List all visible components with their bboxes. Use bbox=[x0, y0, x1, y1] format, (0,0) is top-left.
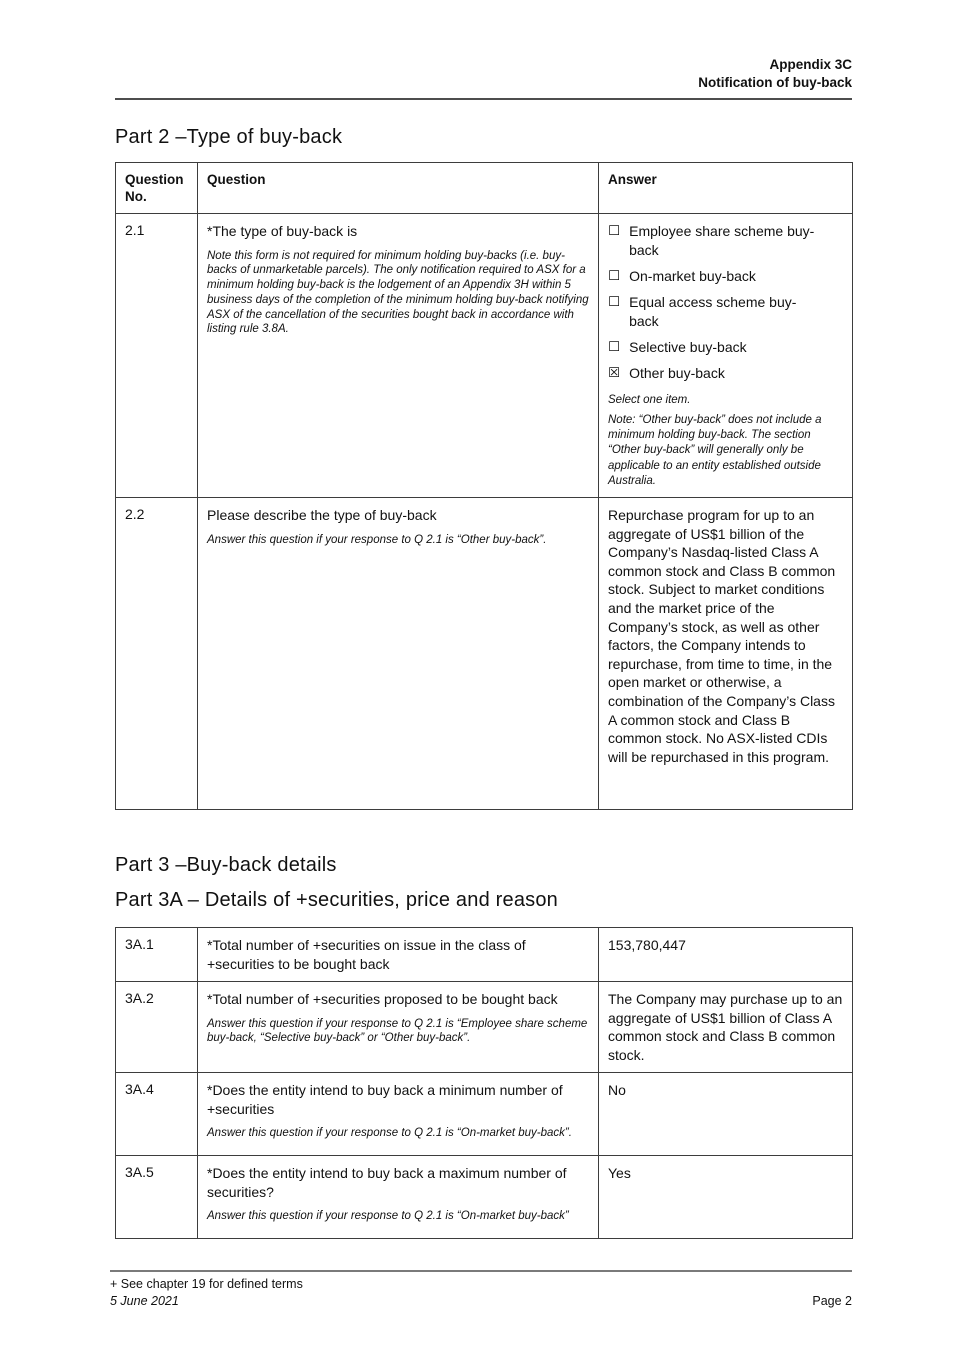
question-no-cell: 3A.5 bbox=[116, 1156, 198, 1239]
buyback-type-option bbox=[608, 222, 843, 260]
buyback-type-option-selected bbox=[608, 364, 843, 383]
answer-cell bbox=[599, 928, 853, 982]
table-row bbox=[116, 982, 853, 1073]
checkbox-label: Employee share scheme buy-back bbox=[629, 223, 815, 258]
question-no-cell: 2.1 bbox=[116, 214, 198, 498]
answer-note: Note: “Other buy-back” does not include a minimum holding buy-back. The section “Other buy-back” will generally only be applicable to an entity established outside Australia. bbox=[608, 414, 822, 487]
answer-column-header: Answer bbox=[599, 163, 853, 214]
answer-text: Yes bbox=[608, 1165, 631, 1182]
question-text: *The type of buy-back is bbox=[207, 223, 358, 239]
page-footer bbox=[110, 1270, 852, 1310]
answer-cell bbox=[599, 1156, 853, 1239]
part3a-table bbox=[115, 927, 853, 1239]
part3a-subheading: Part 3A – Details of +securities, price and reason bbox=[115, 889, 559, 912]
checkbox-icon: ☐ bbox=[608, 268, 621, 284]
checkbox-label: Other buy-back bbox=[629, 365, 725, 381]
table-row bbox=[116, 214, 853, 498]
part2-table bbox=[115, 162, 853, 810]
question-text: *Total number of +securities proposed to be bought back bbox=[207, 991, 558, 1008]
answer-text: No bbox=[608, 1082, 626, 1099]
checkbox-label: Equal access scheme buy-back bbox=[629, 294, 797, 329]
select-one-hint: Select one item. bbox=[608, 394, 691, 406]
answer-text: The Company may purchase up to an aggregate of US$1 billion of Class A common stock and Class B common stock. bbox=[608, 991, 843, 1063]
question-text: *Does the entity intend to buy back a minimum number of +securities bbox=[207, 1082, 563, 1117]
table-row bbox=[116, 1156, 853, 1239]
question-note: Answer this question if your response to Q 2.1 is “On-market buy-back”. bbox=[207, 1127, 572, 1140]
question-no-column-header: Question No. bbox=[116, 163, 198, 214]
checkbox-icon: ☐ bbox=[608, 223, 621, 239]
table-row bbox=[116, 928, 853, 982]
question-no-cell: 3A.2 bbox=[116, 982, 198, 1073]
footer-date: 5 June 2021 bbox=[110, 1294, 179, 1308]
table-row bbox=[116, 1073, 853, 1156]
question-no-cell: 3A.1 bbox=[116, 928, 198, 982]
checkbox-label: On-market buy-back bbox=[629, 268, 756, 284]
form-title: Notification of buy-back bbox=[698, 74, 852, 90]
answer-cell bbox=[599, 214, 853, 498]
buyback-type-option bbox=[608, 293, 843, 331]
question-cell bbox=[198, 1156, 599, 1239]
appendix-label: Appendix 3C bbox=[769, 57, 852, 72]
document-header bbox=[115, 56, 852, 100]
checkbox-icon: ☐ bbox=[608, 339, 621, 355]
answer-cell bbox=[599, 1073, 853, 1156]
checkbox-label: Selective buy-back bbox=[629, 339, 747, 355]
checkbox-checked-icon: ☒ bbox=[608, 365, 621, 381]
question-note: Answer this question if your response to Q 2.1 is “On-market buy-back” bbox=[207, 1210, 569, 1223]
answer-cell bbox=[599, 498, 853, 810]
question-note: Note this form is not required for minimum holding buy-backs (i.e. buy-backs of unmarketable parcels). The only notification required to ASX for a minimum holding buy-back is the lodgement of an Appendix 3H within 5 business days of the completion of the minimum holding buy-back notifying ASX of the cancellation of the securities bought back in accordance with listing rule 3.8A. bbox=[207, 249, 589, 336]
question-cell bbox=[198, 214, 599, 498]
question-text: *Total number of +securities on issue in the class of +securities to be bought back bbox=[207, 937, 526, 972]
answer-text: 153,780,447 bbox=[608, 937, 686, 954]
checkbox-icon: ☐ bbox=[608, 294, 621, 310]
question-note: Answer this question if your response to Q 2.1 is “Employee share scheme buy-back, “Selective buy-back” or “Other buy-back”. bbox=[207, 1017, 588, 1045]
buyback-type-option bbox=[608, 267, 843, 286]
question-column-header: Question bbox=[198, 163, 599, 214]
question-cell bbox=[198, 928, 599, 982]
question-text: Please describe the type of buy-back bbox=[207, 507, 437, 524]
question-no-cell: 2.2 bbox=[116, 498, 198, 810]
table-header-row bbox=[116, 163, 853, 214]
question-no-cell: 3A.4 bbox=[116, 1073, 198, 1156]
answer-cell bbox=[599, 982, 853, 1073]
buyback-type-option bbox=[608, 338, 843, 357]
part2-heading: Part 2 –Type of buy-back bbox=[115, 126, 343, 148]
question-note: Answer this question if your response to Q 2.1 is “Other buy-back”. bbox=[207, 533, 547, 546]
answer-text: Repurchase program for up to an aggregate of US$1 billion of the Company’s Nasdaq-listed Class A common stock and Class B common stock. Subject to market conditions and the market price of the Company’s stock, as well as other factors, the Company intends to repurchase, from time to time, in the open market or otherwise, a combination of the Company’s Class A common stock and Class B common stock. No ASX-listed CDIs will be repurchased in this program. bbox=[608, 507, 836, 765]
defined-terms-note: + See chapter 19 for defined terms bbox=[110, 1277, 303, 1291]
question-cell bbox=[198, 498, 599, 810]
table-row bbox=[116, 498, 853, 810]
page-number: Page 2 bbox=[812, 1294, 852, 1308]
question-text: *Does the entity intend to buy back a maximum number of securities? bbox=[207, 1165, 567, 1200]
part3-heading: Part 3 –Buy-back details bbox=[115, 854, 337, 877]
question-cell bbox=[198, 982, 599, 1073]
question-cell bbox=[198, 1073, 599, 1156]
